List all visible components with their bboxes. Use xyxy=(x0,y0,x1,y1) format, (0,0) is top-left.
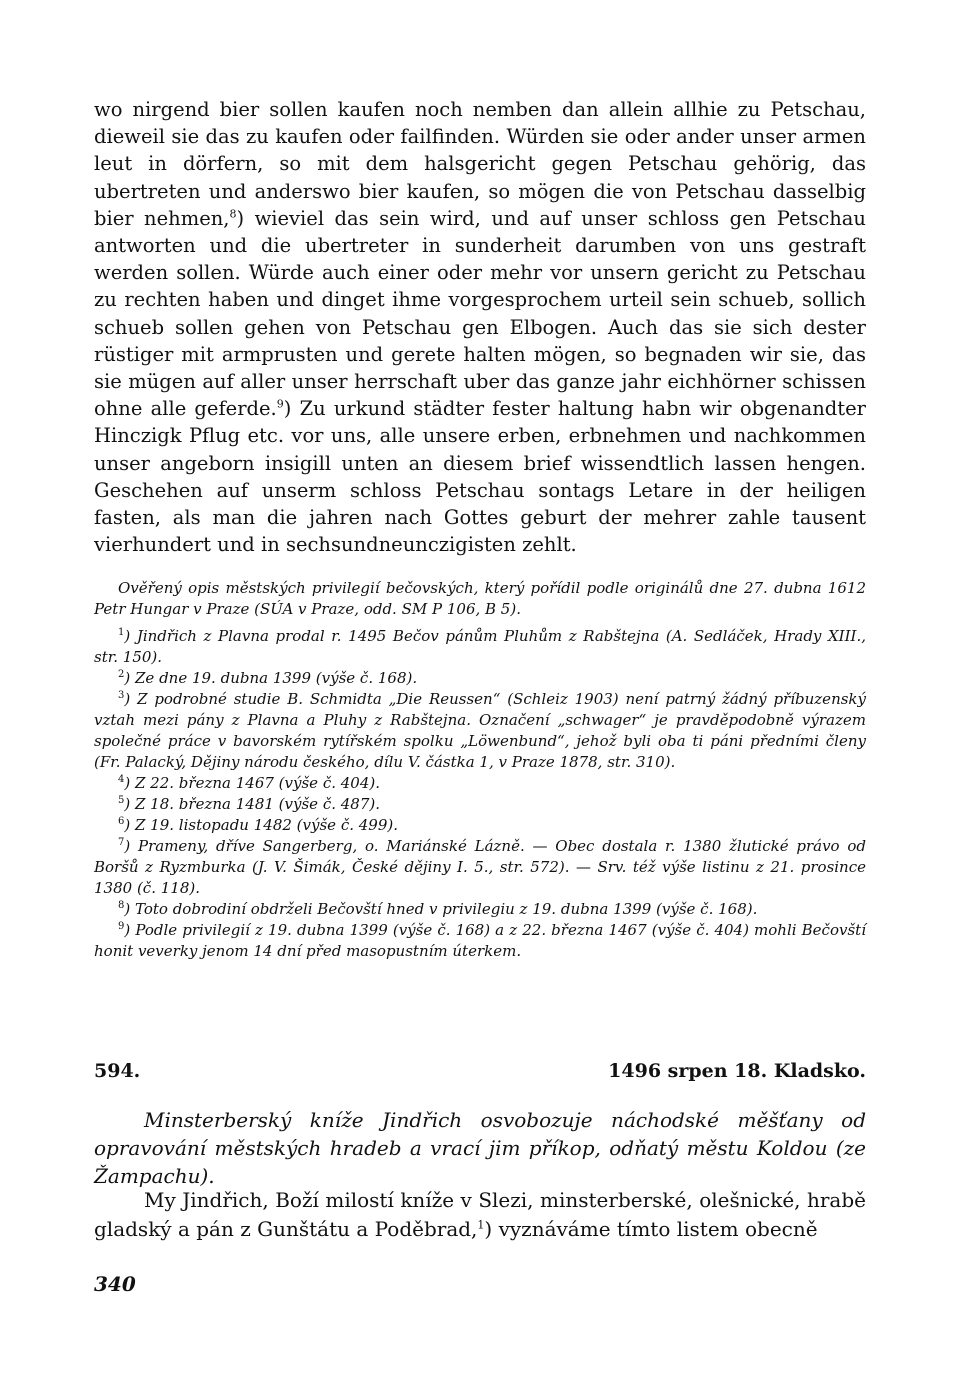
body-text-part-2: ) vyznáváme tímto listem obecně xyxy=(484,1217,818,1241)
footnote-number: 5 xyxy=(118,795,125,806)
footnote-text: ) Z 18. března 1481 (výše č. 487). xyxy=(124,795,381,813)
page-number: 340 xyxy=(94,1272,136,1296)
main-text-part-2: ) wieviel das sein wird, und auf unser schloss gen Petschau antworten und die ubertreter in sunderheit darumben von uns gestraft werden sollen. Würde auch einer oder mehr vor unsern gericht zu Petschau zu rechten haben und dinget ihme vorgesprochem urteil sein schueb, sollich schueb sollen gehen von Petschau gen Elbogen. Auch das sie sich dester rüstiger mit armprusten und gerete halten mögen, so begnaden wir sie, das sie mügen auf aller unser herrschaft uber das ganze jahr eichhörner schissen ohne alle geferde. xyxy=(94,206,866,421)
footnote xyxy=(94,668,866,689)
footnote xyxy=(94,899,866,920)
footnote-number: 1 xyxy=(118,627,125,638)
footnote-text: ) Podle privilegií z 19. dubna 1399 (výše č. 168) a z 22. března 1467 (výše č. 404) mohli Bečovští honit veverky jenom 14 dní před masopustním úterkem. xyxy=(94,921,866,960)
footnote xyxy=(94,626,866,668)
footnote xyxy=(94,920,866,962)
footnote-text: ) Z 19. listopadu 1482 (výše č. 499). xyxy=(124,816,399,834)
regest: Minsterberský kníže Jindřich osvobozuje náchodské měšťany od opravování městských hradeb a vrací jim příkop, odňatý městu Koldou (ze Žampachu). xyxy=(94,1108,866,1188)
document-date-place: 1496 srpen 18. Kladsko. xyxy=(608,1060,866,1082)
footnote xyxy=(94,794,866,815)
footnote-text: ) Z 22. března 1467 (výše č. 404). xyxy=(124,774,381,792)
footnote-number: 6 xyxy=(118,816,125,827)
footnotes xyxy=(94,626,866,962)
footnote xyxy=(94,836,866,899)
footnote-text: ) Z podrobné studie B. Schmidta „Die Reussen“ (Schleiz 1903) není patrný žádný příbuzenský vztah mezi pány z Plavna a Pluhy z Rabštejna. Označení „schwager“ je pravděpodobně výrazem společné práce v bavorském rytířském spolku „Löwenbund“, jehož byli oba ti páni předními členy (Fr. Palacký, Dějiny národu českého, dílu V. částka 1, v Praze 1878, str. 310). xyxy=(94,690,866,771)
footnote-ref-9[interactable]: 9 xyxy=(276,397,284,411)
document-body-start xyxy=(94,1186,866,1244)
footnote-text: ) Prameny, dříve Sangerberg, o. Mariánské Lázně. — Obec dostala r. 1380 žlutické právo od Boršů z Ryzmburka (J. V. Šimák, České dějiny I. 5., str. 572). — Srv. též výše listinu z 21. prosince 1380 (č. 118). xyxy=(94,837,866,897)
body-text-part-1: My Jindřich, Boží milostí kníže v Slezi, minsterberské, olešnické, hrabě gladský a pán z Gunštátu a Poděbrad, xyxy=(94,1188,866,1241)
footnote xyxy=(94,773,866,794)
main-paragraph xyxy=(94,96,866,558)
main-text xyxy=(94,96,866,558)
footnote-number: 7 xyxy=(118,837,125,848)
footnote xyxy=(94,815,866,836)
footnote-number: 2 xyxy=(118,669,125,680)
footnote-number: 8 xyxy=(118,900,125,911)
footnote-ref-8[interactable]: 8 xyxy=(229,207,237,221)
source-note: Ověřený opis městských privilegií bečovských, který pořídil podle originálů dne 27. dubna 1612 Petr Hungar v Praze (SÚA v Praze, odd. SM P 106, B 5). xyxy=(94,579,866,618)
footnote-text: ) Ze dne 19. dubna 1399 (výše č. 168). xyxy=(124,669,418,687)
footnote-number: 3 xyxy=(118,690,125,701)
footnote-text: ) Toto dobrodiní obdrželi Bečovští hned v privilegiu z 19. dubna 1399 (výše č. 168). xyxy=(124,900,758,918)
footnote-number: 9 xyxy=(118,921,125,932)
main-text-part-1: wo nirgend bier sollen kaufen noch nemben dan allein allhie zu Petschau, dieweil sie das zu kaufen oder failfinden. Würden sie oder ander unser armen leut in dörfern, so mit dem halsgericht gegen Petschau gehörig, das ubertreten und anderswo bier kaufen, so mögen die von Petschau dasselbig bier nehmen, xyxy=(94,98,866,230)
document-number: 594. xyxy=(94,1060,141,1082)
footnote-ref-1[interactable]: 1 xyxy=(477,1218,485,1232)
footnote-number: 4 xyxy=(118,774,125,785)
footnote xyxy=(94,689,866,773)
footnote-text: ) Jindřich z Plavna prodal r. 1495 Bečov pánům Pluhům z Rabštejna (A. Sedláček, Hrady XIII., str. 150). xyxy=(94,627,866,666)
main-text-part-3: ) Zu urkund städter fester haltung habn wir obgenandter Hinczigk Pflug etc. vor uns, alle unsere erben, erbnehmen und nachkommen unser angeborn insigill unten an diesem brief wissendtlich lassen hengen. Geschehen auf unserm schloss Petschau sontags Letare in der heiligen fasten, als man die jahren nach Gottes geburt der mehrer zahle tausent vierhundert und in sechsundneunczigisten zehlt. xyxy=(94,397,866,557)
